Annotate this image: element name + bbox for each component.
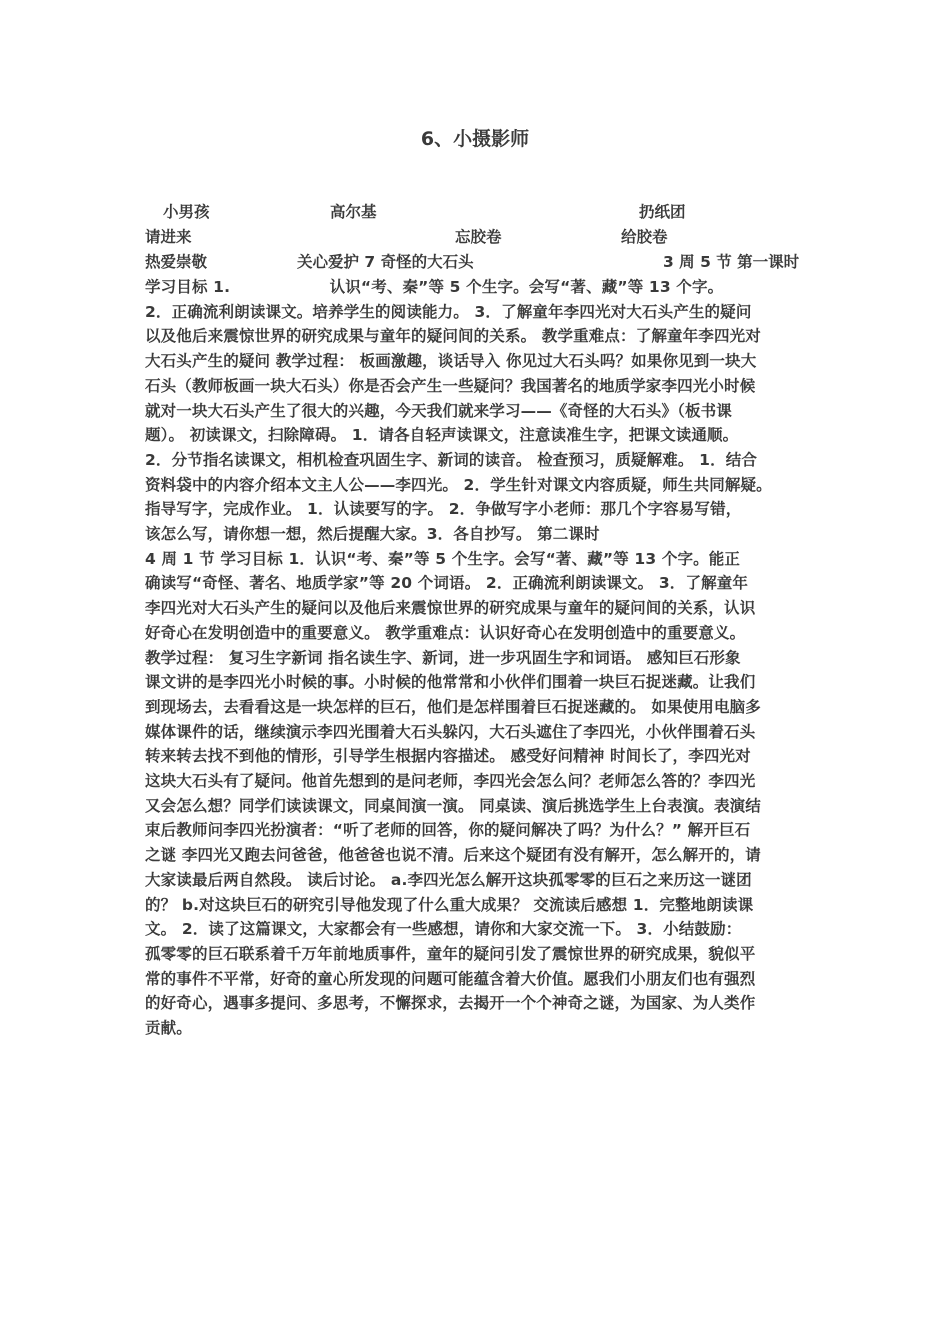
text-line: 题）。 初读课文，扫除障碍。 1．请各自轻声读课文，注意读准生字，把课文读通顺。: [145, 426, 739, 445]
vocab-word: 请进来: [145, 228, 192, 246]
vocab-word: 小男孩: [163, 203, 210, 221]
text-line: 又会怎么想？同学们读读课文，同桌间演一演。 同桌读、演后挑选学生上台表演。表演结: [145, 796, 761, 815]
text-line: 以及他后来震惊世界的研究成果与童年的疑问间的关系。 教学重难点：了解童年李四光对: [145, 327, 761, 346]
vocab-word: 关心爱护 7 奇怪的大石头: [297, 253, 474, 271]
text-line: 课文讲的是李四光小时候的事。小时候的他常常和小伙伴们围着一块巨石捉迷藏。让我们: [145, 673, 756, 692]
text-line: 2．分节指名读课文，相机检查巩固生字、新词的读音。 检查预习，质疑解难。 1．结合: [145, 450, 758, 469]
text-line: 的好奇心，遇事多提问、多思考，不懈探求，去揭开一个个神奇之谜，为国家、为人类作: [145, 994, 756, 1013]
text-line: 转来转去找不到他的情形，引导学生根据内容描述。 感受好问精神 时间长了，李四光对: [145, 747, 751, 766]
text-line: 的？ b.对这块巨石的研究引导他发现了什么重大成果？ 交流读后感想 1．完整地朗读课: [145, 895, 754, 914]
vocab-row-2: [145, 225, 815, 249]
text-line: 该怎么写，请你想一想，然后提醒大家。3．各自抄写。 第二课时: [145, 525, 600, 543]
text-line: 学习目标 1. 认识“考、秦”等 5 个生字。会写“著、藏”等 13 个字。: [145, 278, 724, 296]
text-line: 束后教师问李四光扮演者：“听了老师的回答，你的疑问解决了吗？为什么？” 解开巨石: [145, 821, 751, 840]
text-line: 这块大石头有了疑问。他首先想到的是问老师，李四光会怎么问？老师怎么答的？李四光: [145, 772, 756, 790]
vocab-row-1: [145, 200, 815, 224]
vocab-word: 扔纸团: [639, 203, 686, 221]
text-line: 确读写“奇怪、著名、地质学家”等 20 个词语。 2．正确流利朗读课文。 3．了解童年: [145, 574, 749, 593]
text-line: 石头（教师板画一块大石头）你是否会产生一些疑问？我国著名的地质学家李四光小时候: [145, 376, 756, 395]
vocab-word: 热爱崇敬: [145, 253, 208, 271]
vocab-word: 高尔基: [330, 203, 377, 221]
text-line: 孤零零的巨石联系着千万年前地质事件，童年的疑问引发了震惊世界的研究成果，貌似平: [145, 944, 756, 963]
text-line: 文。 2．读了这篇课文，大家都会有一些感想，请你和大家交流一下。 3．小结鼓励：: [145, 920, 742, 939]
text-line: 好奇心在发明创造中的重要意义。 教学重难点：认识好奇心在发明创造中的重要意义。: [145, 623, 746, 642]
lesson-schedule: 3 周 5 节 第一课时: [663, 253, 800, 271]
page-title: 6、小摄影师: [420, 128, 530, 150]
text-line: 教学过程： 复习生字新词 指名读生字、新词，进一步巩固生字和词语。 感知巨石形象: [145, 648, 741, 667]
text-line: 媒体课件的话，继续演示李四光围着大石头躲闪，大石头遮住了李四光，小伙伴围着石头: [145, 722, 756, 741]
text-line: 贡献。: [145, 1019, 192, 1037]
text-line: 就对一块大石头产生了很大的兴趣，今天我们就来学习——《奇怪的大石头》（板书课: [145, 401, 732, 420]
text-line: 之谜 李四光又跑去问爸爸，他爸爸也说不清。后来这个疑团有没有解开，怎么解开的，请: [145, 846, 761, 865]
text-line: 到现场去，去看看这是一块怎样的巨石，他们是怎样围着巨石捉迷藏的。 如果使用电脑多: [145, 697, 761, 716]
text-line: 大家读最后两自然段。 读后讨论。 a.李四光怎么解开这块孤零零的巨石之来历这一谜团: [145, 870, 752, 889]
vocab-word: 给胶卷: [621, 228, 668, 246]
vocab-word: 忘胶卷: [455, 228, 502, 246]
vocab-row-3: [145, 250, 815, 274]
text-line: 指导写字，完成作业。 1．认读要写的字。 2．争做写字小老师：那几个字容易写错，: [145, 500, 742, 519]
text-line: 2．正确流利朗读课文。培养学生的阅读能力。 3．了解童年李四光对大石头产生的疑问: [145, 302, 752, 321]
text-line: 大石头产生的疑问 教学过程： 板画激趣，谈话导入 你见过大石头吗？如果你见到一块大: [145, 352, 757, 371]
text-line: 李四光对大石头产生的疑问以及他后来震惊世界的研究成果与童年的疑问间的关系，认识: [145, 599, 756, 618]
text-line: 资料袋中的内容介绍本文主人公——李四光。 2．学生针对课文内容质疑，师生共同解疑。: [145, 475, 772, 494]
text-line: 常的事件不平常，好奇的童心所发现的问题可能蕴含着大价值。愿我们小朋友们也有强烈: [145, 969, 756, 988]
text-line: 4 周 1 节 学习目标 1．认识“考、秦”等 5 个生字。会写“著、藏”等 13 个字。能正: [145, 549, 741, 568]
